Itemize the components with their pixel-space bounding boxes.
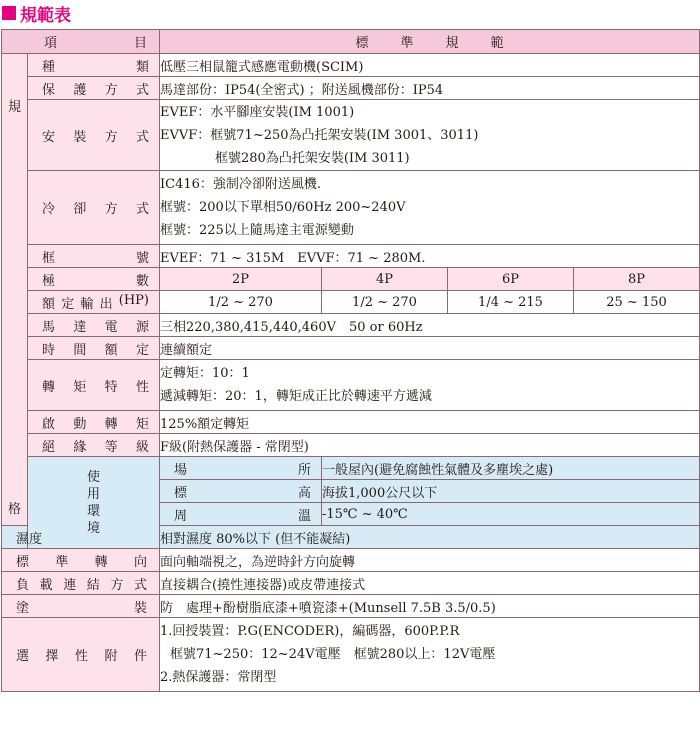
- section-env-char: 使: [86, 469, 100, 485]
- label-glyph: 載: [39, 577, 53, 593]
- value-starting: 125%額定轉矩: [160, 411, 700, 434]
- value-coupling: 直接耦合(撓性連接器)或皮帶連接式: [160, 572, 700, 595]
- value-coating: 防 處理+酚樹脂底漆+噴瓷漆+(Munsell 7.5B 3.5/0.5): [160, 595, 700, 618]
- label-glyph: 式: [135, 202, 149, 217]
- label-glyph: 等: [104, 439, 118, 455]
- label-poles-cell: [28, 268, 160, 291]
- value-frame: EVEF：71 ~ 315M EVVF：71 ~ 280M.: [160, 245, 700, 268]
- label-glyph: 極: [42, 273, 56, 289]
- label-glyph: 高: [297, 485, 311, 501]
- label-glyph: 連: [63, 577, 77, 593]
- section-env-char: 環: [86, 503, 100, 519]
- label-glyph: 動: [73, 416, 87, 432]
- label-torque-cell: [28, 360, 160, 411]
- label-glyph: 擇: [45, 649, 59, 664]
- header-row: [2, 30, 700, 54]
- label-glyph: 額: [104, 342, 118, 358]
- row-torque: [2, 360, 700, 411]
- row-mounting: [2, 100, 700, 171]
- value-temperature: -15℃ ~ 40℃: [322, 503, 700, 526]
- label-glyph: 溫: [297, 508, 311, 524]
- value-mounting: [160, 100, 700, 171]
- row-insulation: [2, 434, 700, 457]
- label-output-cell: 額 定 輸 出 (HP): [28, 291, 160, 314]
- label-place-cell: [160, 457, 322, 480]
- value-rotation: 面向軸端視之，為逆時針方向旋轉: [160, 549, 700, 572]
- value-duty: 連續額定: [160, 337, 700, 360]
- spec-table: [1, 29, 700, 692]
- title-text: 規範表: [20, 5, 71, 26]
- section-guige-top: 規: [7, 100, 21, 115]
- value-torque: [160, 360, 700, 411]
- row-frame: [2, 245, 700, 268]
- header-item: [2, 32, 159, 51]
- label-glyph: 準: [55, 554, 69, 570]
- row-cooling: [2, 171, 700, 245]
- label-altitude-cell: [160, 480, 322, 503]
- label-coating-cell: [2, 595, 160, 618]
- output-value: 1/4 ~ 215: [448, 291, 574, 314]
- poles-value: 2P: [160, 268, 322, 291]
- section-guige: [2, 54, 28, 526]
- label-glyph: 轉: [42, 379, 56, 395]
- poles-value: 8P: [574, 268, 700, 291]
- mounting-line: 框號280為凸托架安裝(IM 3011): [215, 150, 410, 166]
- title-square-icon: [2, 6, 16, 20]
- label-glyph: 類: [135, 59, 149, 75]
- label-cooling-cell: [28, 171, 160, 245]
- label-glyph: 電: [104, 319, 118, 335]
- label-glyph: 數: [135, 273, 149, 289]
- row-poles: [2, 268, 700, 291]
- label-glyph: 定: [135, 342, 149, 358]
- label-glyph: 馬: [42, 319, 56, 335]
- label-glyph: 間: [73, 342, 87, 358]
- label-glyph: 達: [73, 319, 87, 335]
- cooling-line: 框號：225以上隨馬達主電源變動: [160, 223, 354, 238]
- label-mounting-cell: [28, 100, 160, 171]
- label-glyph: 啟: [42, 416, 56, 432]
- label-glyph: 所: [297, 462, 311, 478]
- label-glyph: 目: [133, 36, 147, 51]
- row-duty: [2, 337, 700, 360]
- value-type: 低壓三相鼠籠式感應電動機(SCIM): [160, 54, 700, 77]
- section-env-char: 用: [86, 486, 100, 502]
- mounting-line: EVEF：水平腳座安裝(IM 1001): [160, 104, 355, 120]
- label-glyph: 卻: [73, 202, 87, 217]
- label-glyph: 標: [174, 485, 188, 501]
- value-cooling: [160, 171, 700, 245]
- label-glyph: 式: [133, 577, 147, 593]
- label-glyph: 項: [44, 36, 58, 51]
- value-insulation: F級(附熱保護器 - 常閉型): [160, 434, 700, 457]
- row-starting: [2, 411, 700, 434]
- value-power: 三相220,380,415,440,460V 50 or 60Hz: [160, 314, 700, 337]
- mounting-line: EVVF：框號71~250為凸托架安裝(IM 3001、3011): [160, 127, 479, 143]
- label-glyph: 方: [104, 129, 118, 145]
- label-glyph: 標: [16, 554, 30, 570]
- header-spec: 標準規範: [355, 36, 536, 51]
- label-glyph: 轉: [94, 554, 108, 570]
- label-glyph: 周: [174, 508, 188, 524]
- section-env: [28, 457, 160, 549]
- label-glyph: 濕: [16, 531, 30, 547]
- label-glyph: 級: [135, 439, 149, 455]
- header-spec-cell: [160, 30, 700, 54]
- label-options-cell: [2, 618, 160, 692]
- output-unit: (HP): [118, 292, 149, 308]
- row-coating: [2, 595, 700, 618]
- value-options: [160, 618, 700, 692]
- label-glyph: 場: [174, 462, 188, 478]
- label-glyph: 護: [73, 82, 87, 98]
- label-glyph: 式: [135, 129, 149, 145]
- label-glyph: 緣: [73, 439, 87, 455]
- cooling-line: IC416：強制冷卻附送風機.: [160, 177, 322, 192]
- label-glyph: 保: [42, 82, 56, 98]
- output-value: 1/2 ~ 270: [322, 291, 448, 314]
- label-temperature-cell: [160, 503, 322, 526]
- label-glyph: 結: [86, 577, 100, 593]
- label-insulation-cell: [28, 434, 160, 457]
- value-humidity: 相對濕度 80%以下 (但不能凝結): [160, 526, 700, 549]
- label-duty-cell: [28, 337, 160, 360]
- label-starting-cell: [28, 411, 160, 434]
- label-glyph: 時: [42, 342, 56, 358]
- label-protection-cell: [28, 77, 160, 100]
- row-power: [2, 314, 700, 337]
- section-guige-bottom: 格: [7, 502, 21, 517]
- row-place: [2, 457, 700, 480]
- label-frame-cell: [28, 245, 160, 268]
- label-glyph: 冷: [42, 202, 56, 217]
- label-glyph: 選: [16, 649, 30, 664]
- label-glyph: 件: [133, 649, 147, 664]
- label-glyph: 方: [110, 577, 124, 593]
- label-humidity-cell: [2, 526, 43, 549]
- label-coupling-cell: [2, 572, 160, 595]
- poles-value: 4P: [322, 268, 448, 291]
- section-env-char: 境: [86, 520, 100, 536]
- label-glyph: 式: [135, 82, 149, 98]
- label-glyph: 裝: [133, 600, 147, 616]
- label-glyph: 向: [133, 554, 147, 570]
- options-line: 2.熱保護器：常閉型: [160, 670, 277, 685]
- label-glyph: 矩: [73, 379, 87, 395]
- page-title: [2, 2, 71, 24]
- value-place: 一般屋內(避免腐蝕性氣體及多塵埃之處): [322, 457, 700, 480]
- output-value: 25 ~ 150: [574, 291, 700, 314]
- label-glyph: 負: [16, 577, 30, 593]
- value-altitude: 海拔1,000公尺以下: [322, 480, 700, 503]
- output-value: 1/2 ~ 270: [160, 291, 322, 314]
- label-glyph: 源: [135, 319, 149, 335]
- cooling-line: 框號：200以下單相50/60Hz 200~240V: [160, 200, 406, 215]
- label-glyph: 附: [104, 649, 118, 664]
- row-type: [2, 54, 700, 77]
- label-glyph: 特: [104, 379, 118, 395]
- row-rotation: [2, 549, 700, 572]
- label-power-cell: [28, 314, 160, 337]
- options-line: 1.回授裝置：P.G(ENCODER)，編碼器，600P.P.R: [160, 624, 460, 639]
- label-glyph: 轉: [104, 416, 118, 432]
- row-protection: [2, 77, 700, 100]
- torque-line: 遞減轉矩：20：1，轉矩成正比於轉速平方遞減: [160, 389, 432, 404]
- label-glyph: 絕: [42, 439, 56, 455]
- value-protection: 馬達部份：IP54(全密式) ；附送風機部份：IP54: [160, 77, 700, 100]
- label-glyph: 性: [135, 379, 149, 395]
- label-glyph: 種: [42, 59, 56, 75]
- label-glyph: 性: [74, 649, 88, 664]
- label-type-cell: [28, 54, 160, 77]
- label-glyph: 裝: [73, 129, 87, 145]
- row-output: [2, 291, 700, 314]
- label-glyph: 方: [104, 202, 118, 217]
- poles-value: 6P: [448, 268, 574, 291]
- label-rotation-cell: [2, 549, 160, 572]
- label-glyph: 方: [104, 82, 118, 98]
- options-line: 框號71~250：12~24V電壓 框號280以上：12V電壓: [170, 647, 496, 662]
- label-glyph: 度: [29, 531, 43, 547]
- header-item-cell: [2, 30, 160, 54]
- label-glyph: 號: [135, 250, 149, 266]
- row-options: [2, 618, 700, 692]
- row-coupling: [2, 572, 700, 595]
- label-glyph: 安: [42, 129, 56, 145]
- label-glyph: 框: [42, 250, 56, 266]
- torque-line: 定轉矩：10：1: [160, 366, 250, 381]
- label-glyph: 矩: [135, 416, 149, 432]
- label-glyph: 塗: [16, 600, 30, 616]
